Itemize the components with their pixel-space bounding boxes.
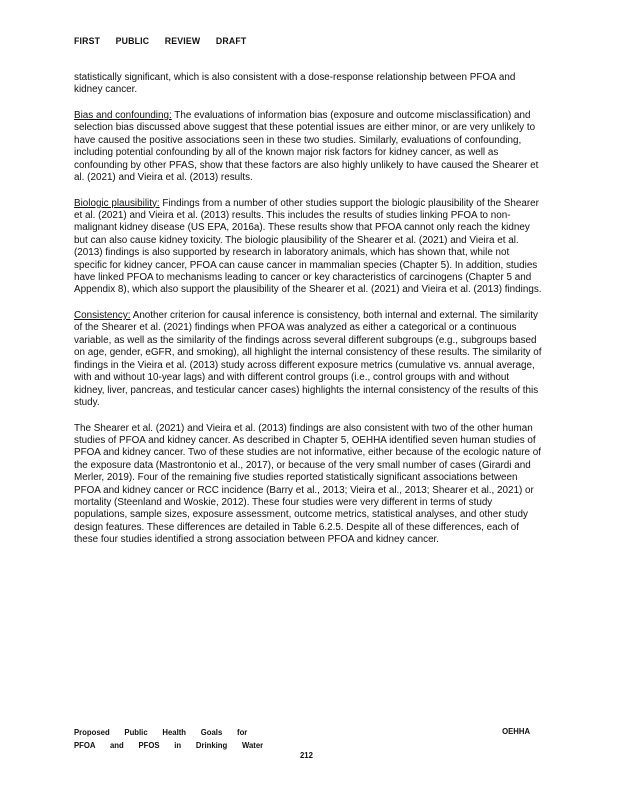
footer-document-title (74, 726, 263, 752)
paragraph-text: The evaluations of information bias (exposure and outcome misclassification) and selection bias discussed above suggest that these potential issues are either minor, or are very unlikely to have caused the positive associations seen in these two studies. Similarly, evaluations of confounding, including potential confounding by all of the known major risk factors for kidney cancer, as well as confounding by other PFAS, show that these factors are also highly unlikely to have caused the Shearer et al. (2021) and Vieira et al. (2013) results. (74, 110, 539, 184)
paragraph-bias-confounding (74, 110, 542, 184)
page-number: 212 (300, 750, 313, 760)
paragraph-heading: Bias and confounding: (74, 110, 172, 121)
paragraph-external-consistency (74, 423, 542, 547)
paragraph-text: Another criterion for causal inference is consistency, both internal and external. The similarity of the Shearer et al. (2021) findings when PFOA was analyzed as either a categorical or a continuous variable, as well as the similarity of the findings across several different subgroups (e.g., subgroups based on age, gender, eGFR, and smoking), all highlight the internal consistency of these results. The similarity of findings in the Vieira et al. (2013) study across different exposure metrics (cumulative vs. annual average, with and without 10-year lags) and with different control groups (i.e., control groups with and without kidney, liver, pancreas, and testicular cancer cases) highlights the internal consistency of the results of this study. (74, 310, 542, 408)
paragraph-consistency (74, 310, 542, 409)
paragraph-heading: Consistency: (74, 310, 131, 322)
footer-title-line-1: Proposed Public Health Goals for (74, 727, 248, 737)
paragraph-continuation (74, 72, 542, 97)
paragraph-text: statistically significant, which is also consistent with a dose-response relationship between PFOA and kidney cancer. (74, 72, 516, 96)
paragraph-text: Findings from a number of other studies support the biologic plausibility of the Shearer et al. (2021) and Vieira et al. (2013) results. This includes the results of studies linking PFOA to non-malignant kidney disease (US EPA, 2016a). These results show that PFOA cannot only reach the kidney but can also cause kidney toxicity. The biologic plausibility of the Shearer et al. (2021) and Vieira et al. (2013) findings is also supported by research in laboratory animals, which has shown that, while not specific for kidney cancer, PFOA can cause cancer in mammalian species (Chapter 5). In addition, studies have linked PFOA to mechanisms leading to cancer or key characteristics of carcinogens (Chapter 5 and Appendix 8), which also support the plausibility of the Shearer et al. (2021) and Vieira et al. (2013) findings. (74, 197, 542, 296)
paragraph-biologic-plausibility (74, 198, 542, 297)
draft-header: FIRST PUBLIC REVIEW DRAFT (74, 36, 247, 47)
paragraph-text: The Shearer et al. (2021) and Vieira et al. (2013) findings are also consistent with two of the other human studies of PFOA and kidney cancer. As described in Chapter 5, OEHHA identified seven human studies of PFOA and kidney cancer. Two of these studies are not informative, either because of the ecologic nature of the exposure data (Mastrontonio et al., 2017), or because of the very small number of cases (Girardi and Merler, 2019). Four of the remaining five studies reported statistically significant associations between PFOA and kidney cancer or RCC incidence (Barry et al., 2013; Vieira et al., 2013; Shearer et al., 2021) or mortality (Steenland and Woskie, 2012). These four studies were very different in terms of study populations, sample sizes, exposure assessment, outcome metrics, statistical analyses, and other study design features. These differences are detailed in Table 6.2.5. Despite all of these differences, each of these four studies identified a strong association between PFOA and kidney cancer. (74, 422, 541, 546)
footer-organization: OEHHA (502, 726, 530, 736)
document-body (74, 72, 542, 560)
paragraph-heading: Biologic plausibility: (74, 197, 160, 209)
footer-title-line-2: PFOA and PFOS in Drinking Water (74, 740, 264, 750)
